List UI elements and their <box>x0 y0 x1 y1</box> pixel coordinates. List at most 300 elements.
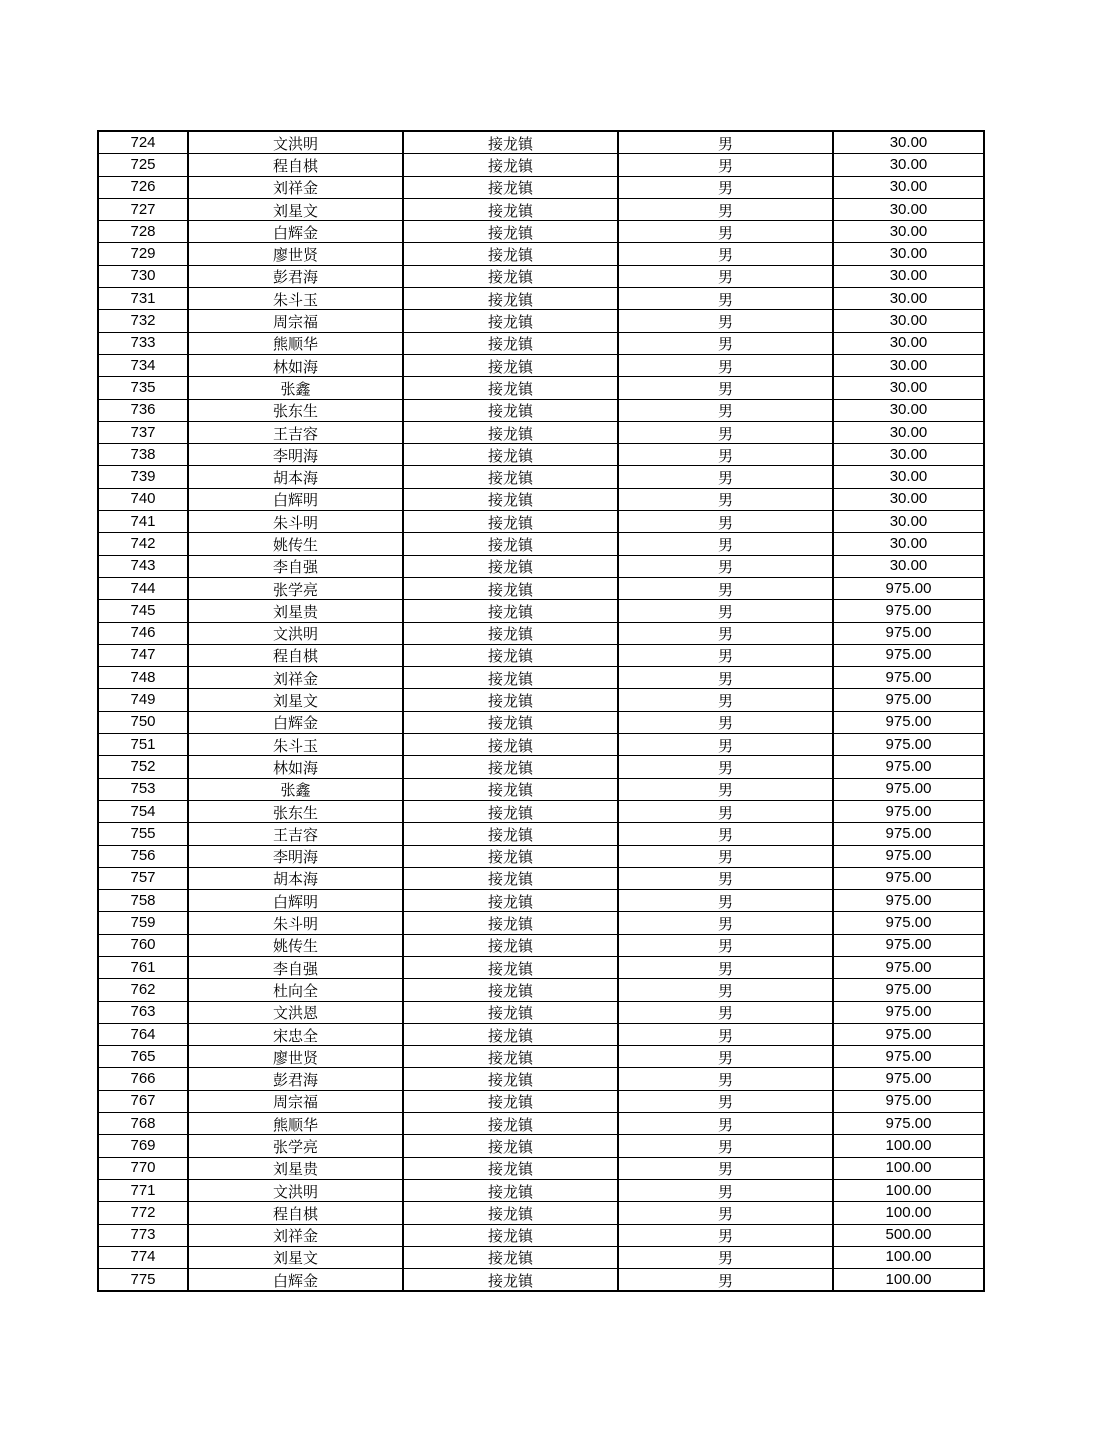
town-cell: 接龙镇 <box>403 1023 618 1045</box>
name-cell: 姚传生 <box>188 533 403 555</box>
table-row <box>98 1113 984 1135</box>
town-cell: 接龙镇 <box>403 221 618 243</box>
amount-cell: 975.00 <box>833 689 984 711</box>
table-row <box>98 734 984 756</box>
amount-cell: 30.00 <box>833 154 984 176</box>
gender-cell: 男 <box>618 845 833 867</box>
town-cell: 接龙镇 <box>403 1113 618 1135</box>
amount-cell: 30.00 <box>833 198 984 220</box>
name-cell: 文洪明 <box>188 131 403 154</box>
gender-cell: 男 <box>618 622 833 644</box>
table-row <box>98 1090 984 1112</box>
table-row <box>98 644 984 666</box>
amount-cell: 975.00 <box>833 622 984 644</box>
gender-cell: 男 <box>618 288 833 310</box>
row-number-cell: 748 <box>98 667 188 689</box>
table-row <box>98 198 984 220</box>
row-number-cell: 773 <box>98 1224 188 1246</box>
amount-cell: 30.00 <box>833 377 984 399</box>
town-cell: 接龙镇 <box>403 131 618 154</box>
name-cell: 白辉金 <box>188 1269 403 1292</box>
row-number-cell: 752 <box>98 756 188 778</box>
gender-cell: 男 <box>618 711 833 733</box>
name-cell: 熊顺华 <box>188 1113 403 1135</box>
gender-cell: 男 <box>618 444 833 466</box>
town-cell: 接龙镇 <box>403 1046 618 1068</box>
name-cell: 张鑫 <box>188 377 403 399</box>
town-cell: 接龙镇 <box>403 823 618 845</box>
amount-cell: 100.00 <box>833 1179 984 1201</box>
gender-cell: 男 <box>618 1023 833 1045</box>
row-number-cell: 733 <box>98 332 188 354</box>
table-row <box>98 622 984 644</box>
table-row <box>98 1046 984 1068</box>
town-cell: 接龙镇 <box>403 377 618 399</box>
table-body <box>98 131 984 1291</box>
name-cell: 张学亮 <box>188 1135 403 1157</box>
amount-cell: 100.00 <box>833 1157 984 1179</box>
gender-cell: 男 <box>618 1113 833 1135</box>
gender-cell: 男 <box>618 310 833 332</box>
amount-cell: 975.00 <box>833 934 984 956</box>
row-number-cell: 775 <box>98 1269 188 1292</box>
gender-cell: 男 <box>618 377 833 399</box>
table-row <box>98 154 984 176</box>
town-cell: 接龙镇 <box>403 1001 618 1023</box>
gender-cell: 男 <box>618 555 833 577</box>
name-cell: 张东生 <box>188 800 403 822</box>
row-number-cell: 756 <box>98 845 188 867</box>
amount-cell: 975.00 <box>833 912 984 934</box>
gender-cell: 男 <box>618 823 833 845</box>
amount-cell: 30.00 <box>833 466 984 488</box>
row-number-cell: 764 <box>98 1023 188 1045</box>
row-number-cell: 728 <box>98 221 188 243</box>
amount-cell: 975.00 <box>833 711 984 733</box>
amount-cell: 30.00 <box>833 310 984 332</box>
row-number-cell: 738 <box>98 444 188 466</box>
amount-cell: 975.00 <box>833 1001 984 1023</box>
amount-cell: 975.00 <box>833 778 984 800</box>
amount-cell: 100.00 <box>833 1135 984 1157</box>
amount-cell: 30.00 <box>833 221 984 243</box>
town-cell: 接龙镇 <box>403 511 618 533</box>
row-number-cell: 765 <box>98 1046 188 1068</box>
row-number-cell: 735 <box>98 377 188 399</box>
row-number-cell: 772 <box>98 1202 188 1224</box>
row-number-cell: 749 <box>98 689 188 711</box>
row-number-cell: 741 <box>98 511 188 533</box>
amount-cell: 975.00 <box>833 979 984 1001</box>
name-cell: 廖世贤 <box>188 1046 403 1068</box>
gender-cell: 男 <box>618 890 833 912</box>
table-row <box>98 1157 984 1179</box>
table-row <box>98 533 984 555</box>
name-cell: 文洪明 <box>188 622 403 644</box>
row-number-cell: 746 <box>98 622 188 644</box>
amount-cell: 30.00 <box>833 555 984 577</box>
amount-cell: 30.00 <box>833 488 984 510</box>
amount-cell: 975.00 <box>833 1068 984 1090</box>
name-cell: 刘星文 <box>188 1246 403 1268</box>
amount-cell: 975.00 <box>833 1046 984 1068</box>
row-number-cell: 737 <box>98 421 188 443</box>
row-number-cell: 760 <box>98 934 188 956</box>
amount-cell: 30.00 <box>833 288 984 310</box>
town-cell: 接龙镇 <box>403 934 618 956</box>
row-number-cell: 766 <box>98 1068 188 1090</box>
town-cell: 接龙镇 <box>403 1090 618 1112</box>
amount-cell: 30.00 <box>833 444 984 466</box>
row-number-cell: 745 <box>98 600 188 622</box>
town-cell: 接龙镇 <box>403 778 618 800</box>
town-cell: 接龙镇 <box>403 288 618 310</box>
town-cell: 接龙镇 <box>403 1135 618 1157</box>
name-cell: 李明海 <box>188 845 403 867</box>
table-row <box>98 934 984 956</box>
town-cell: 接龙镇 <box>403 622 618 644</box>
row-number-cell: 755 <box>98 823 188 845</box>
town-cell: 接龙镇 <box>403 1157 618 1179</box>
gender-cell: 男 <box>618 979 833 1001</box>
name-cell: 林如海 <box>188 354 403 376</box>
table-row <box>98 600 984 622</box>
gender-cell: 男 <box>618 265 833 287</box>
name-cell: 文洪明 <box>188 1179 403 1201</box>
name-cell: 朱斗玉 <box>188 288 403 310</box>
name-cell: 周宗福 <box>188 1090 403 1112</box>
table-row <box>98 555 984 577</box>
amount-cell: 975.00 <box>833 890 984 912</box>
gender-cell: 男 <box>618 1135 833 1157</box>
row-number-cell: 744 <box>98 577 188 599</box>
table-row <box>98 800 984 822</box>
table-row <box>98 1202 984 1224</box>
table-row <box>98 1001 984 1023</box>
name-cell: 张学亮 <box>188 577 403 599</box>
gender-cell: 男 <box>618 1224 833 1246</box>
table-row <box>98 1224 984 1246</box>
town-cell: 接龙镇 <box>403 845 618 867</box>
row-number-cell: 769 <box>98 1135 188 1157</box>
gender-cell: 男 <box>618 533 833 555</box>
amount-cell: 975.00 <box>833 845 984 867</box>
table-row <box>98 1269 984 1292</box>
row-number-cell: 771 <box>98 1179 188 1201</box>
row-number-cell: 774 <box>98 1246 188 1268</box>
row-number-cell: 757 <box>98 867 188 889</box>
table-row <box>98 488 984 510</box>
gender-cell: 男 <box>618 734 833 756</box>
name-cell: 王吉容 <box>188 823 403 845</box>
name-cell: 彭君海 <box>188 1068 403 1090</box>
row-number-cell: 740 <box>98 488 188 510</box>
table-row <box>98 912 984 934</box>
town-cell: 接龙镇 <box>403 466 618 488</box>
name-cell: 文洪恩 <box>188 1001 403 1023</box>
table-row <box>98 221 984 243</box>
town-cell: 接龙镇 <box>403 488 618 510</box>
table-row <box>98 131 984 154</box>
name-cell: 刘星文 <box>188 198 403 220</box>
gender-cell: 男 <box>618 221 833 243</box>
amount-cell: 100.00 <box>833 1246 984 1268</box>
town-cell: 接龙镇 <box>403 1068 618 1090</box>
row-number-cell: 753 <box>98 778 188 800</box>
town-cell: 接龙镇 <box>403 265 618 287</box>
row-number-cell: 761 <box>98 956 188 978</box>
gender-cell: 男 <box>618 198 833 220</box>
town-cell: 接龙镇 <box>403 800 618 822</box>
amount-cell: 975.00 <box>833 667 984 689</box>
town-cell: 接龙镇 <box>403 533 618 555</box>
name-cell: 刘星贵 <box>188 1157 403 1179</box>
town-cell: 接龙镇 <box>403 667 618 689</box>
town-cell: 接龙镇 <box>403 577 618 599</box>
town-cell: 接龙镇 <box>403 555 618 577</box>
amount-cell: 30.00 <box>833 533 984 555</box>
gender-cell: 男 <box>618 1157 833 1179</box>
amount-cell: 975.00 <box>833 600 984 622</box>
row-number-cell: 770 <box>98 1157 188 1179</box>
name-cell: 白辉明 <box>188 890 403 912</box>
table-row <box>98 711 984 733</box>
row-number-cell: 729 <box>98 243 188 265</box>
town-cell: 接龙镇 <box>403 444 618 466</box>
row-number-cell: 762 <box>98 979 188 1001</box>
table-row <box>98 867 984 889</box>
table-row <box>98 310 984 332</box>
amount-cell: 30.00 <box>833 354 984 376</box>
name-cell: 李明海 <box>188 444 403 466</box>
name-cell: 宋忠全 <box>188 1023 403 1045</box>
row-number-cell: 750 <box>98 711 188 733</box>
gender-cell: 男 <box>618 800 833 822</box>
gender-cell: 男 <box>618 511 833 533</box>
gender-cell: 男 <box>618 399 833 421</box>
data-table <box>97 130 985 1292</box>
town-cell: 接龙镇 <box>403 243 618 265</box>
table-row <box>98 577 984 599</box>
table-row <box>98 823 984 845</box>
town-cell: 接龙镇 <box>403 1246 618 1268</box>
table-row <box>98 890 984 912</box>
table-row <box>98 778 984 800</box>
name-cell: 廖世贤 <box>188 243 403 265</box>
name-cell: 李自强 <box>188 555 403 577</box>
name-cell: 朱斗明 <box>188 511 403 533</box>
table-row <box>98 377 984 399</box>
row-number-cell: 734 <box>98 354 188 376</box>
amount-cell: 975.00 <box>833 756 984 778</box>
gender-cell: 男 <box>618 176 833 198</box>
gender-cell: 男 <box>618 689 833 711</box>
town-cell: 接龙镇 <box>403 1224 618 1246</box>
table-row <box>98 421 984 443</box>
name-cell: 刘祥金 <box>188 1224 403 1246</box>
gender-cell: 男 <box>618 934 833 956</box>
gender-cell: 男 <box>618 867 833 889</box>
gender-cell: 男 <box>618 912 833 934</box>
name-cell: 刘祥金 <box>188 667 403 689</box>
gender-cell: 男 <box>618 1001 833 1023</box>
gender-cell: 男 <box>618 1090 833 1112</box>
name-cell: 胡本海 <box>188 466 403 488</box>
town-cell: 接龙镇 <box>403 912 618 934</box>
table-row <box>98 399 984 421</box>
gender-cell: 男 <box>618 421 833 443</box>
table-row <box>98 466 984 488</box>
row-number-cell: 767 <box>98 1090 188 1112</box>
row-number-cell: 725 <box>98 154 188 176</box>
town-cell: 接龙镇 <box>403 354 618 376</box>
amount-cell: 975.00 <box>833 577 984 599</box>
name-cell: 彭君海 <box>188 265 403 287</box>
table-row <box>98 354 984 376</box>
table-row <box>98 243 984 265</box>
amount-cell: 975.00 <box>833 1023 984 1045</box>
amount-cell: 975.00 <box>833 823 984 845</box>
town-cell: 接龙镇 <box>403 956 618 978</box>
gender-cell: 男 <box>618 243 833 265</box>
amount-cell: 975.00 <box>833 644 984 666</box>
gender-cell: 男 <box>618 756 833 778</box>
name-cell: 周宗福 <box>188 310 403 332</box>
table-row <box>98 689 984 711</box>
row-number-cell: 736 <box>98 399 188 421</box>
table-row <box>98 1023 984 1045</box>
row-number-cell: 742 <box>98 533 188 555</box>
amount-cell: 100.00 <box>833 1202 984 1224</box>
amount-cell: 975.00 <box>833 734 984 756</box>
amount-cell: 30.00 <box>833 131 984 154</box>
name-cell: 刘祥金 <box>188 176 403 198</box>
row-number-cell: 724 <box>98 131 188 154</box>
town-cell: 接龙镇 <box>403 600 618 622</box>
town-cell: 接龙镇 <box>403 644 618 666</box>
name-cell: 王吉容 <box>188 421 403 443</box>
amount-cell: 975.00 <box>833 1090 984 1112</box>
gender-cell: 男 <box>618 1179 833 1201</box>
town-cell: 接龙镇 <box>403 154 618 176</box>
table-row <box>98 956 984 978</box>
row-number-cell: 727 <box>98 198 188 220</box>
name-cell: 白辉金 <box>188 221 403 243</box>
town-cell: 接龙镇 <box>403 421 618 443</box>
town-cell: 接龙镇 <box>403 734 618 756</box>
gender-cell: 男 <box>618 488 833 510</box>
name-cell: 朱斗玉 <box>188 734 403 756</box>
table-row <box>98 1246 984 1268</box>
amount-cell: 975.00 <box>833 956 984 978</box>
amount-cell: 30.00 <box>833 265 984 287</box>
name-cell: 刘星文 <box>188 689 403 711</box>
name-cell: 胡本海 <box>188 867 403 889</box>
town-cell: 接龙镇 <box>403 176 618 198</box>
gender-cell: 男 <box>618 577 833 599</box>
town-cell: 接龙镇 <box>403 1202 618 1224</box>
table-row <box>98 176 984 198</box>
name-cell: 张东生 <box>188 399 403 421</box>
gender-cell: 男 <box>618 600 833 622</box>
town-cell: 接龙镇 <box>403 399 618 421</box>
table-row <box>98 265 984 287</box>
name-cell: 张鑫 <box>188 778 403 800</box>
name-cell: 朱斗明 <box>188 912 403 934</box>
table-row <box>98 756 984 778</box>
town-cell: 接龙镇 <box>403 979 618 1001</box>
name-cell: 刘星贵 <box>188 600 403 622</box>
gender-cell: 男 <box>618 332 833 354</box>
gender-cell: 男 <box>618 154 833 176</box>
town-cell: 接龙镇 <box>403 310 618 332</box>
row-number-cell: 747 <box>98 644 188 666</box>
row-number-cell: 743 <box>98 555 188 577</box>
name-cell: 杜向全 <box>188 979 403 1001</box>
table-row <box>98 288 984 310</box>
amount-cell: 30.00 <box>833 243 984 265</box>
amount-cell: 30.00 <box>833 332 984 354</box>
town-cell: 接龙镇 <box>403 198 618 220</box>
row-number-cell: 730 <box>98 265 188 287</box>
row-number-cell: 726 <box>98 176 188 198</box>
row-number-cell: 759 <box>98 912 188 934</box>
row-number-cell: 731 <box>98 288 188 310</box>
gender-cell: 男 <box>618 778 833 800</box>
amount-cell: 100.00 <box>833 1269 984 1292</box>
name-cell: 白辉明 <box>188 488 403 510</box>
town-cell: 接龙镇 <box>403 890 618 912</box>
amount-cell: 975.00 <box>833 867 984 889</box>
name-cell: 程自棋 <box>188 1202 403 1224</box>
row-number-cell: 763 <box>98 1001 188 1023</box>
gender-cell: 男 <box>618 1068 833 1090</box>
amount-cell: 975.00 <box>833 800 984 822</box>
gender-cell: 男 <box>618 466 833 488</box>
amount-cell: 30.00 <box>833 421 984 443</box>
amount-cell: 500.00 <box>833 1224 984 1246</box>
town-cell: 接龙镇 <box>403 1179 618 1201</box>
name-cell: 程自棋 <box>188 644 403 666</box>
gender-cell: 男 <box>618 354 833 376</box>
name-cell: 白辉金 <box>188 711 403 733</box>
table-row <box>98 1068 984 1090</box>
row-number-cell: 739 <box>98 466 188 488</box>
table-row <box>98 332 984 354</box>
town-cell: 接龙镇 <box>403 1269 618 1292</box>
name-cell: 姚传生 <box>188 934 403 956</box>
name-cell: 林如海 <box>188 756 403 778</box>
gender-cell: 男 <box>618 1269 833 1292</box>
gender-cell: 男 <box>618 131 833 154</box>
amount-cell: 30.00 <box>833 399 984 421</box>
gender-cell: 男 <box>618 667 833 689</box>
table-row <box>98 845 984 867</box>
name-cell: 熊顺华 <box>188 332 403 354</box>
amount-cell: 30.00 <box>833 176 984 198</box>
table-row <box>98 444 984 466</box>
gender-cell: 男 <box>618 644 833 666</box>
row-number-cell: 732 <box>98 310 188 332</box>
row-number-cell: 758 <box>98 890 188 912</box>
table-row <box>98 1135 984 1157</box>
row-number-cell: 751 <box>98 734 188 756</box>
row-number-cell: 768 <box>98 1113 188 1135</box>
amount-cell: 30.00 <box>833 511 984 533</box>
table-row <box>98 979 984 1001</box>
name-cell: 程自棋 <box>188 154 403 176</box>
town-cell: 接龙镇 <box>403 867 618 889</box>
